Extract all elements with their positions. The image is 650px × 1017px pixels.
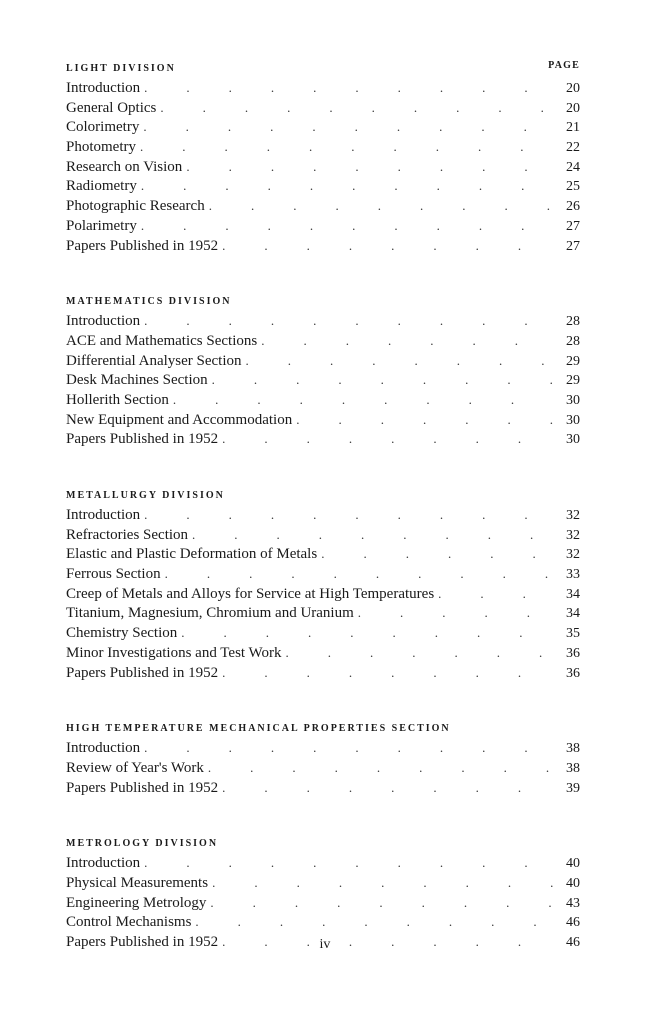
entry-title: Polarimetry	[66, 217, 137, 234]
dot-leader	[140, 78, 554, 98]
entry-page-number: 39	[566, 780, 580, 796]
entry-title: Physical Measurements	[66, 874, 209, 891]
entry-title: Review of Year's Work	[66, 759, 204, 776]
section-heading: HIGH TEMPERATURE MECHANICAL PROPERTIES SECTION	[66, 723, 451, 735]
dot-leader	[191, 912, 554, 932]
toc-entry	[66, 623, 580, 643]
entry-title: Hollerith Section	[66, 391, 169, 408]
entry-page-number: 29	[566, 373, 580, 389]
dot-leader	[156, 98, 554, 118]
dot-leader	[208, 370, 554, 390]
entry-page-number: 32	[566, 508, 580, 523]
entry-title: Colorimetry	[66, 119, 140, 136]
dot-leader	[354, 603, 554, 623]
entry-page-number: 29	[566, 353, 580, 369]
entry-page-number: 35	[566, 626, 580, 642]
section-heading: METROLOGY DIVISION	[66, 838, 219, 850]
entry-page-number: 43	[566, 895, 580, 911]
entry-title: Differential Analyser Section	[66, 352, 242, 369]
toc-entry	[66, 544, 580, 564]
dot-leader	[177, 623, 554, 643]
toc-section	[66, 720, 580, 797]
toc-entry	[66, 853, 580, 873]
entry-page-number: 25	[566, 179, 580, 195]
entry-page-number: 40	[566, 856, 580, 872]
toc-entry	[66, 98, 580, 118]
toc-section	[66, 293, 580, 449]
entry-page-number: 30	[566, 392, 580, 408]
dot-leader	[218, 429, 554, 449]
toc-entry	[66, 873, 580, 893]
toc-entry	[66, 311, 580, 331]
entry-page-number: 46	[566, 935, 580, 950]
toc-entry	[66, 893, 580, 913]
entry-title: Introduction	[66, 855, 141, 872]
entry-title: Control Mechanisms	[66, 914, 192, 931]
toc-entry	[66, 758, 580, 778]
section-heading: METALLURGY DIVISION	[66, 490, 225, 501]
entry-page-number: 38	[566, 741, 580, 757]
dot-leader	[140, 311, 554, 331]
toc-entry	[66, 157, 580, 177]
entry-page-number: 20	[566, 100, 580, 116]
dot-leader	[205, 196, 554, 216]
entry-page-number: 36	[566, 665, 580, 681]
entry-title: Papers Published in 1952	[66, 237, 219, 254]
entry-page-number: 28	[566, 333, 580, 349]
toc-entry	[66, 505, 580, 525]
entry-page-number: 20	[566, 81, 580, 96]
entry-title: Introduction	[66, 507, 141, 523]
toc-entry	[66, 564, 580, 584]
entry-title: Engineering Metrology	[66, 894, 207, 911]
entry-title: Research on Vision	[66, 158, 183, 175]
entry-title: Minor Investigations and Test Work	[66, 644, 282, 661]
entry-title: Papers Published in 1952	[66, 664, 219, 681]
dot-leader	[140, 738, 554, 758]
section-heading: MATHEMATICS DIVISION	[66, 296, 232, 308]
entry-title: Radiometry	[66, 178, 137, 195]
entry-title: Papers Published in 1952	[66, 934, 219, 950]
toc-entry	[66, 643, 580, 663]
dot-leader	[161, 564, 554, 584]
toc-entry	[66, 390, 580, 410]
toc-entry	[66, 236, 580, 256]
entry-title: Creep of Metals and Alloys for Service at High Temperatures	[66, 585, 435, 602]
section-heading: LIGHT DIVISION	[66, 63, 176, 74]
entry-page-number: 27	[566, 218, 580, 234]
entry-page-number: 24	[566, 159, 580, 175]
toc-section	[66, 60, 580, 255]
entry-page-number: 21	[566, 120, 580, 136]
toc-entry	[66, 584, 580, 604]
entry-title: Papers Published in 1952	[66, 779, 219, 796]
dot-leader	[204, 758, 554, 778]
page-column-header-row	[66, 60, 580, 74]
toc-entry	[66, 525, 580, 545]
entry-title: Photographic Research	[66, 198, 205, 215]
toc-entry	[66, 603, 580, 623]
toc-entry	[66, 216, 580, 236]
toc-section	[66, 487, 580, 682]
entry-title: Photometry	[66, 139, 136, 156]
toc-entry	[66, 176, 580, 196]
dot-leader	[188, 525, 554, 545]
entry-title: General Optics	[66, 99, 157, 116]
dot-leader	[182, 157, 554, 177]
toc-sections	[66, 60, 580, 952]
dot-leader	[169, 390, 554, 410]
dot-leader	[206, 893, 554, 913]
entry-page-number: 33	[566, 567, 580, 583]
entry-title: Titanium, Magnesium, Chromium and Uranium	[66, 605, 354, 622]
dot-leader	[208, 873, 554, 893]
entry-page-number: 46	[566, 915, 580, 931]
dot-leader	[137, 216, 554, 236]
toc-entry	[66, 351, 580, 371]
entry-page-number: 30	[566, 412, 580, 428]
entry-title: ACE and Mathematics Sections	[66, 332, 258, 349]
entry-page-number: 27	[566, 238, 580, 254]
entry-page-number: 32	[566, 527, 580, 543]
toc-entry	[66, 410, 580, 430]
toc-entry	[66, 778, 580, 798]
dot-leader	[140, 505, 554, 525]
entry-title: Ferrous Section	[66, 566, 161, 583]
entry-page-number: 32	[566, 547, 580, 563]
entry-page-number: 26	[566, 199, 580, 215]
dot-leader	[242, 351, 554, 371]
dot-leader	[137, 176, 554, 196]
toc-entry	[66, 738, 580, 758]
dot-leader	[140, 853, 554, 873]
entry-title: Refractories Section	[66, 526, 189, 543]
toc-entry	[66, 117, 580, 137]
toc-entry	[66, 912, 580, 932]
toc-entry	[66, 370, 580, 390]
page-column-label: PAGE	[548, 60, 580, 71]
entry-page-number: 40	[566, 875, 580, 891]
dot-leader	[218, 236, 554, 256]
dot-leader	[292, 410, 554, 430]
entry-page-number: 36	[566, 645, 580, 661]
dot-leader	[136, 137, 554, 157]
entry-page-number: 28	[566, 314, 580, 330]
dot-leader	[257, 331, 554, 351]
toc-entry	[66, 331, 580, 351]
entry-page-number: 30	[566, 432, 580, 448]
entry-page-number: 34	[566, 586, 580, 602]
entry-title: Chemistry Section	[66, 625, 178, 642]
dot-leader	[218, 778, 554, 798]
toc-entry	[66, 663, 580, 683]
toc-entry	[66, 429, 580, 449]
entry-title: Desk Machines Section	[66, 372, 208, 389]
entry-page-number: 22	[566, 140, 580, 156]
entry-page-number: 38	[566, 760, 580, 776]
dot-leader	[434, 584, 554, 604]
page-number: iv	[319, 937, 331, 952]
dot-leader	[139, 117, 554, 137]
dot-leader	[317, 544, 554, 564]
entry-title: Introduction	[66, 80, 141, 96]
toc-entry	[66, 78, 580, 98]
entry-title: Introduction	[66, 740, 141, 757]
entry-title: Papers Published in 1952	[66, 431, 219, 448]
dot-leader	[218, 663, 554, 683]
dot-leader	[282, 643, 554, 663]
toc-entry	[66, 137, 580, 157]
toc-section	[66, 835, 580, 951]
entry-title: New Equipment and Accommodation	[66, 411, 293, 428]
toc-entry	[66, 196, 580, 216]
table-of-contents	[66, 60, 580, 990]
entry-title: Elastic and Plastic Deformation of Metals	[66, 546, 318, 563]
entry-title: Introduction	[66, 313, 141, 330]
entry-page-number: 34	[566, 606, 580, 622]
